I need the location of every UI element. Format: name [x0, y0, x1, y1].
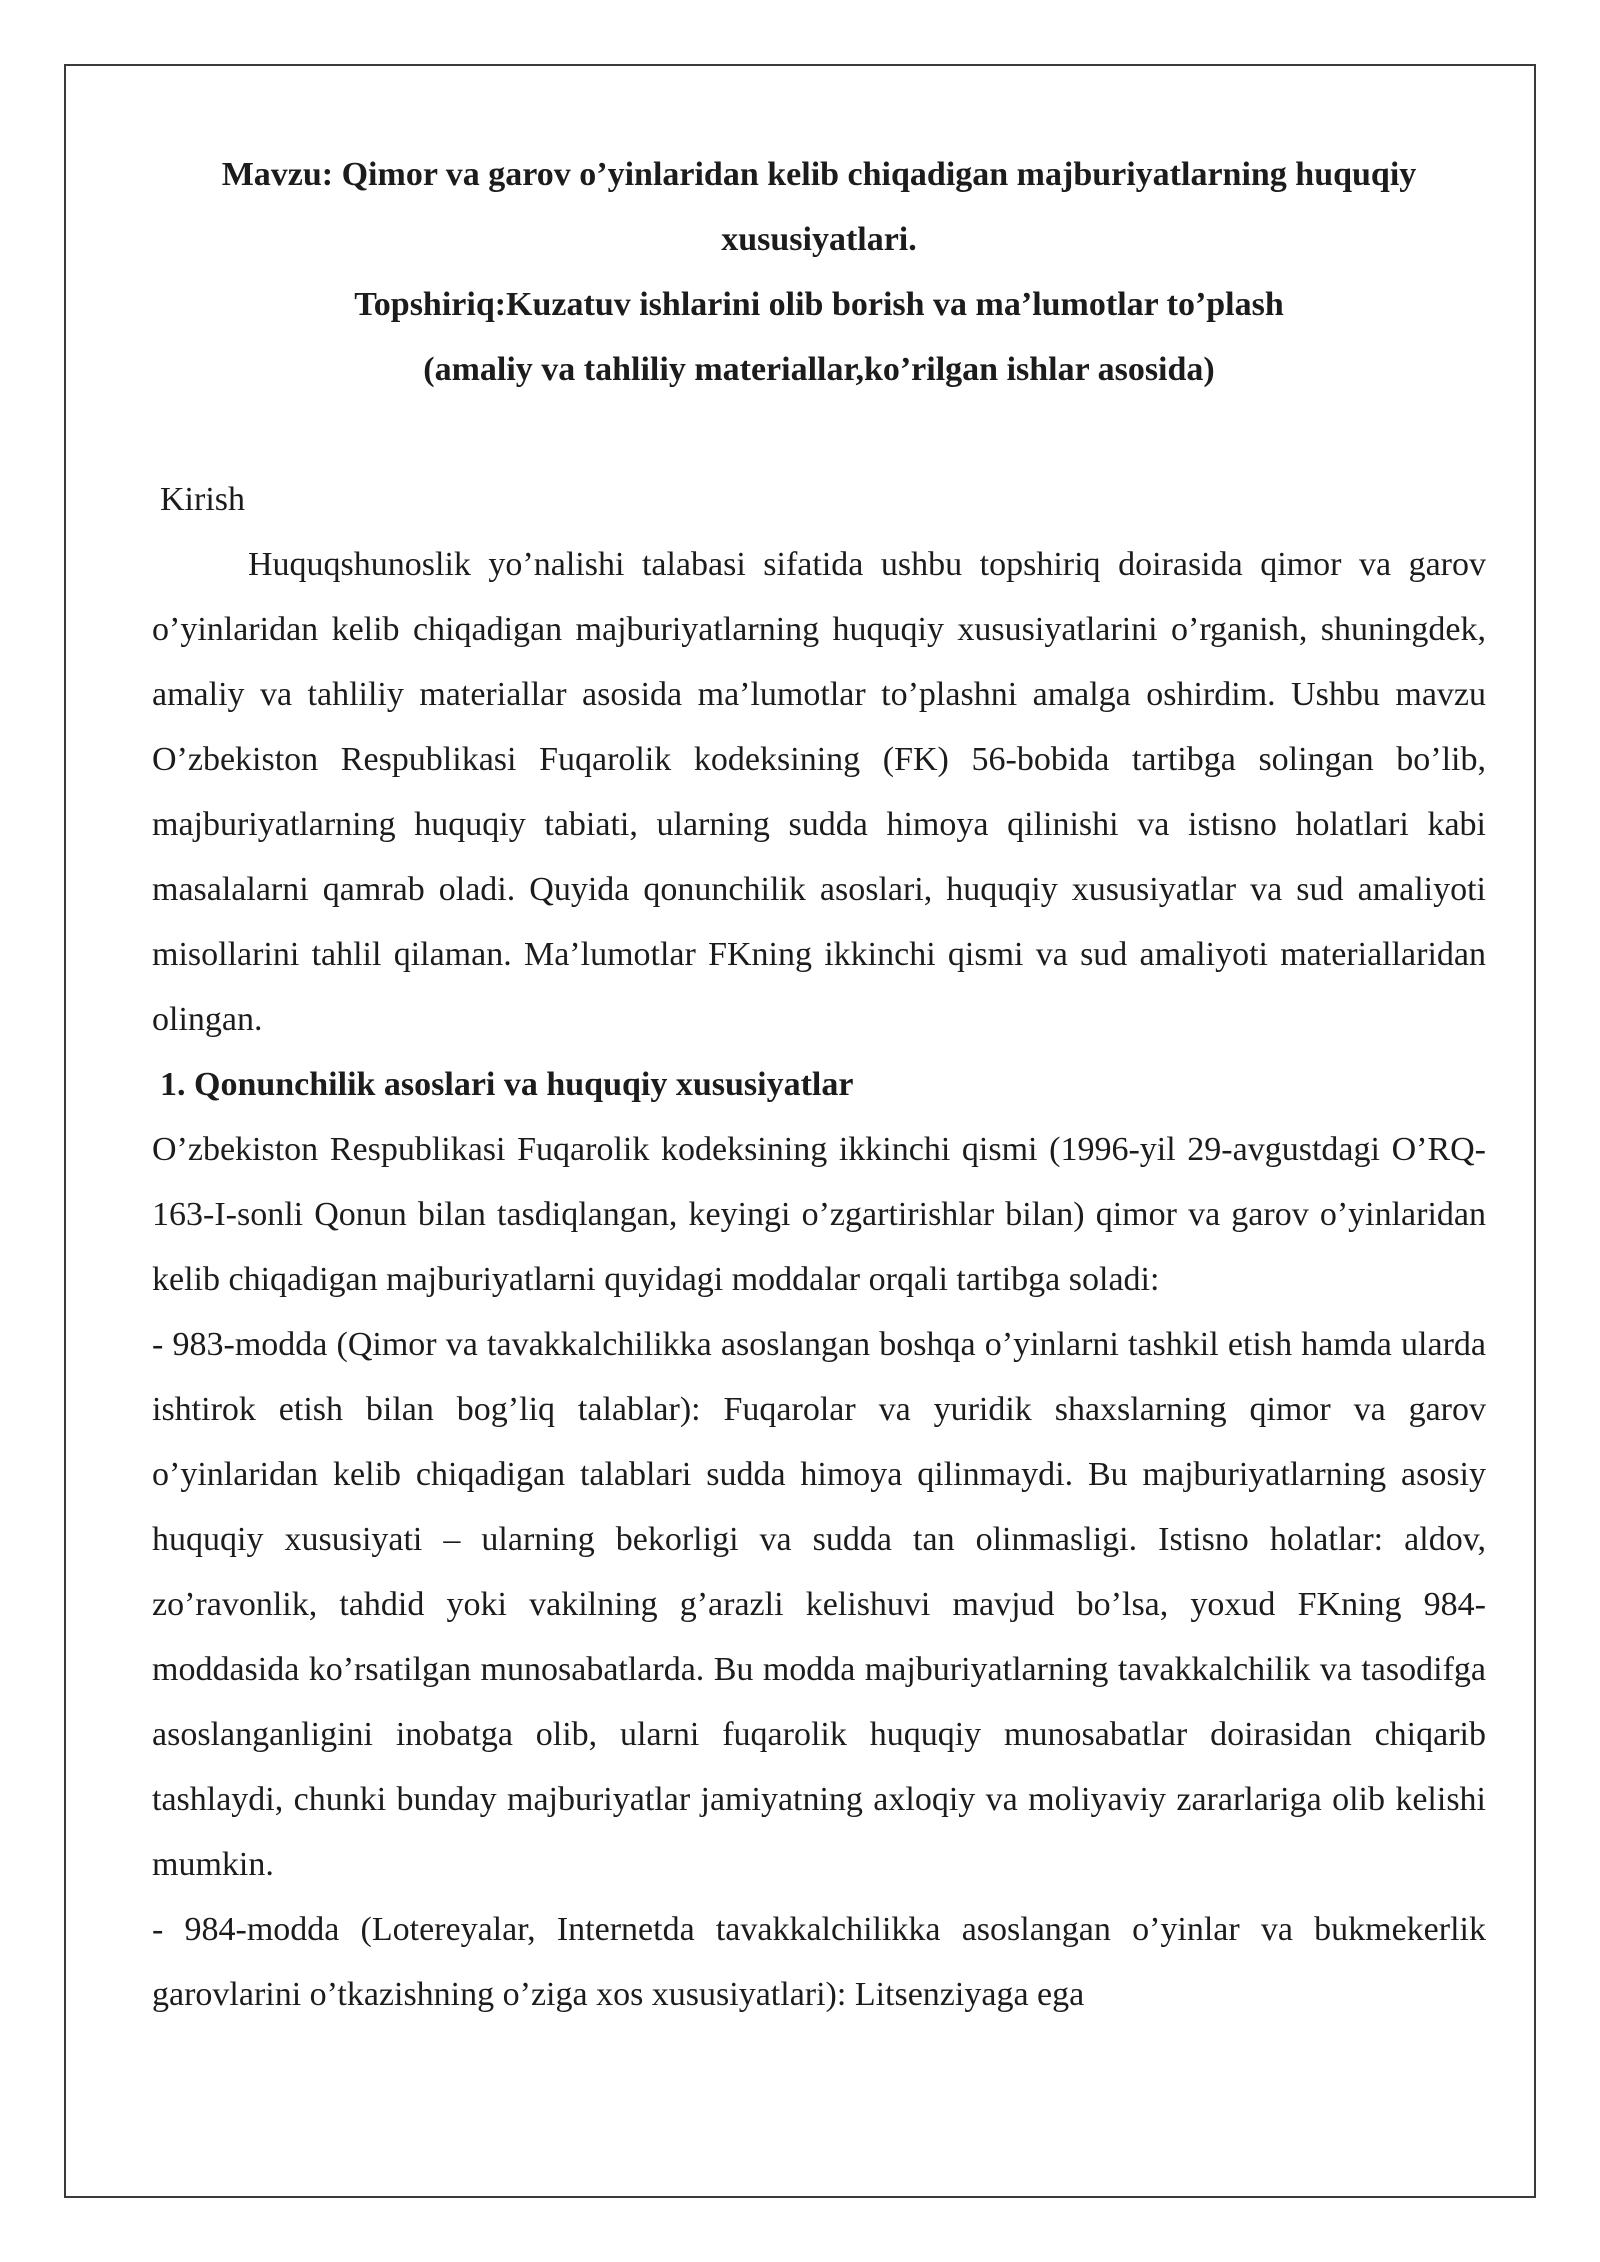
document-task-note: (amaliy va tahliliy materiallar,ko’rilgan ishlar asosida)	[423, 351, 1215, 388]
document-title: Mavzu: Qimor va garov o’yinlaridan kelib chiqadigan majburiyatlarning huquqiy xususiyatlari.	[221, 156, 1417, 258]
intro-paragraph: Huquqshunoslik yo’nalishi talabasi sifatida ushbu topshiriq doirasida qimor va garov o’yinlaridan kelib chiqadigan majburiyatlarning huquqiy xususiyatlarini o’rganish, shuningdek, amaliy va tahliliy materiallar asosida ma’lumotlar to’plashni amalga oshirdim. Ushbu mavzu O’zbekiston Respublikasi Fuqarolik kodeksining (FK) 56-bobida tartibga solingan bo’lib, majburiyatlarning huquqiy tabiati, ularning sudda himoya qilinishi va istisno holatlari kabi masalalarni qamrab oladi. Quyida qonunchilik asoslari, huquqiy xususiyatlar va sud amaliyoti misollarini tahlil qilaman. Ma’lumotlar FKning ikkinchi qismi va sud amaliyoti materiallaridan olingan.	[152, 546, 1486, 1038]
intro-heading: Kirish	[160, 481, 245, 518]
article-983-paragraph: - 983-modda (Qimor va tavakkalchilikka asoslangan boshqa o’yinlarni tashkil etish hamda ularda ishtirok etish bilan bog’liq talablar): Fuqarolar va yuridik shaxslarning qimor va garov o’yinlaridan kelib chiqadigan talablari sudda himoya qilinmaydi. Bu majburiyatlarning asosiy huquqiy xususiyati – ularning bekorligi va sudda tan olinmasligi. Istisno holatlar: aldov, zo’ravonlik, tahdid yoki vakilning g’arazli kelishuvi mavjud bo’lsa, yoxud FKning 984-moddasida ko’rsatilgan munosabatlarda. Bu modda majburiyatlarning tavakkalchilik va tasodifga asoslanganligini inobatga olib, ularni fuqarolik huquqiy munosabatlar doirasidan chiqarib tashlaydi, chunki bunday majburiyatlar jamiyatning axloqiy va moliyaviy zararlariga olib kelishi mumkin.	[152, 1326, 1486, 1883]
section-1-paragraph: O’zbekiston Respublikasi Fuqarolik kodeksining ikkinchi qismi (1996-yil 29-avgustdagi O’RQ-163-I-sonli Qonun bilan tasdiqlangan, keyingi o’zgartirishlar bilan) qimor va garov o’yinlaridan kelib chiqadigan majburiyatlarni quyidagi moddalar orqali tartibga soladi:	[152, 1131, 1486, 1298]
section-1-heading: 1. Qonunchilik asoslari va huquqiy xususiyatlar	[160, 1066, 854, 1103]
document-body	[152, 142, 1486, 2027]
document-task: Topshiriq:Kuzatuv ishlarini olib borish va ma’lumotlar to’plash	[354, 286, 1284, 323]
article-984-paragraph: - 984-modda (Lotereyalar, Internetda tavakkalchilikka asoslangan o’yinlar va bukmekerlik garovlarini o’tkazishning o’ziga xos xususiyatlari): Litsenziyaga ega	[152, 1911, 1486, 2013]
blank-line	[152, 402, 1486, 467]
